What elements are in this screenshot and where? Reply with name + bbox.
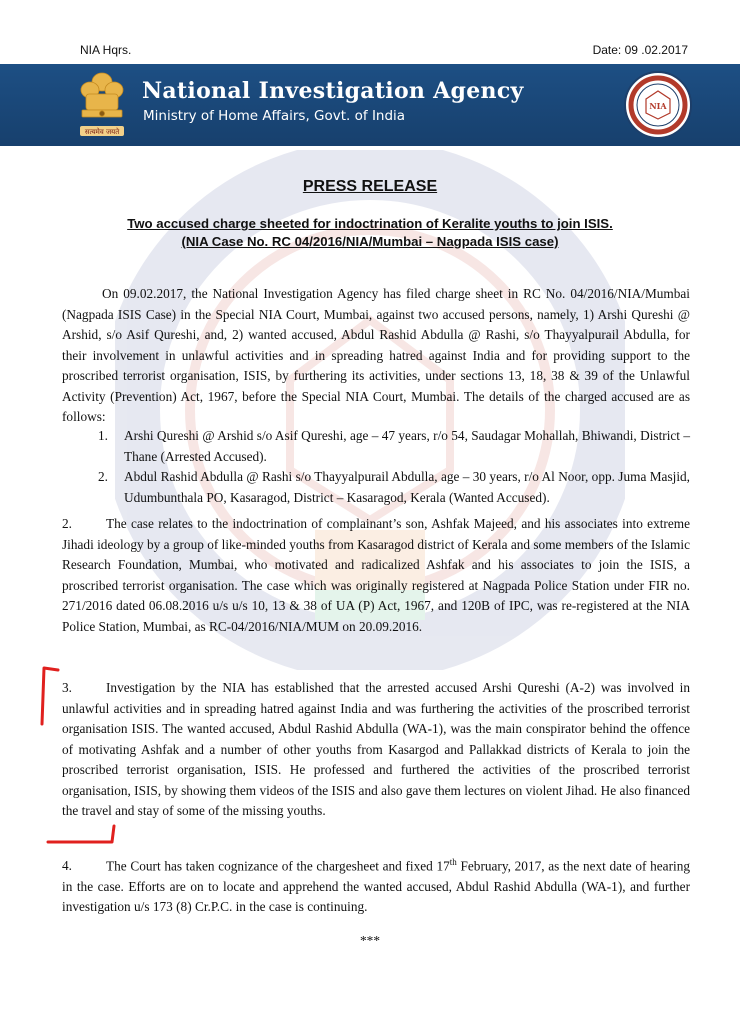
page-title: PRESS RELEASE [302, 178, 438, 195]
paragraph-text: The case relates to the indoctrination of complainant’s son, Ashfak Majeed, and his associates into extreme Jihadi ideology by a group of like-minded youths from Kasaragod district of Kerala and some members of the Islamic Research Foundation, Mumbai, who motivated and radicalized Ashfak and his associates to join the ISIS, a proscribed terrorist organisation. The case which was originally registered at Nagpada Police Station under FIR no. 271/2016 dated 06.08.2016 u/s u/s 10, 13 & 38 of UA (P) Act, 1967, and 120B of IPC, was re-registered at the NIA Police Station, Mumbai, as RC-04/2016/NIA/MUM on 20.09.2016. [62, 516, 690, 634]
header-office: NIA Hqrs. [80, 43, 132, 57]
national-emblem-icon [72, 68, 132, 142]
list-item [98, 426, 690, 467]
paragraph-3 [62, 678, 690, 822]
end-mark: *** [360, 933, 380, 948]
ordinal-suffix: th [449, 857, 457, 867]
agency-name: National Investigation Agency [142, 78, 524, 104]
paragraph-1: On 09.02.2017, the National Investigation Agency has filed charge sheet in RC No. 04/2016/NIA/Mumbai (Nagpada ISIS Case) in the Special NIA Court, Mumbai, against two accused persons, namely, 1) Arshi Qureshi @ Arshid, s/o Asif Qureshi, and, 2) wanted accused, Abdul Rashid Abdulla @ Rashi, s/o Thayyalpurail Abdulla, for their involvement in unlawful activities and in spreading hatred against India and for providing support to the proscribed terrorist organisation, ISIS, by furthering its activities, under sections 13, 18, 38 & 39 of the Unlawful Activity (Prevention) Act, 1967, before the Special NIA Court, Mumbai. The details of the charged accused are as follows: [62, 286, 690, 424]
release-subtitle [40, 215, 700, 251]
list-item [98, 467, 690, 508]
header-date: Date: 09 .02.2017 [592, 43, 688, 57]
list-item-number: 1. [98, 428, 108, 443]
svg-text:सत्यमेव जयते: सत्यमेव जयते [84, 128, 120, 136]
ministry-name: Ministry of Home Affairs, Govt. of India [143, 108, 406, 124]
paragraph-4 [62, 852, 690, 918]
agency-banner [0, 64, 740, 146]
paragraph-number: 4. [62, 858, 72, 874]
subtitle-line-1: Two accused charge sheeted for indoctrination of Keralite youths to join ISIS. [127, 216, 613, 231]
list-item-text: Abdul Rashid Abdulla @ Rashi s/o Thayyalpurail Abdulla, age – 30 years, r/o Al Noor, opp. Juma Masjid, Udumbunthala PO, Kasaragod, District – Kasaragod, Kerala (Wanted Accused). [124, 469, 690, 505]
paragraph-text-post: February, 2017, as the next date of hearing in the case. Efforts are on to locate and apprehend the wanted accused, Abdul Rashid Abdulla (WA-1), and further investigation u/s 173 (8) Cr.P.C. in the case is continuing. [62, 858, 690, 915]
paragraph-text-pre: The Court has taken cognizance of the chargesheet and fixed 17 [106, 858, 450, 874]
paragraph-text: Investigation by the NIA has established that the arrested accused Arshi Qureshi (A-2) was involved in unlawful activities and in spreading hatred against India and was furthering the activities of the proscribed terrorist organisation ISIS. The wanted accused, Abdul Rashid Abdulla (WA-1), was the main conspirator behind the offence of motivating Ashfak and a number of other youths from Kasargod and Pallakkad districts of Kerala to join the proscribed terrorist organisation, ISIS. He professed and furthered the activities of the proscribed terrorist organisation, ISIS, by showing them videos of the ISIS and also gave them lectures on violent Jihad. He also financed the travel and stay of some of the missing youths. [62, 680, 690, 818]
list-item-text: Arshi Qureshi @ Arshid s/o Asif Qureshi, age – 47 years, r/o 54, Saudagar Mohallah, Bhiwandi, District – Thane (Arrested Accused). [124, 428, 690, 464]
paragraph-number: 3. [62, 680, 72, 695]
paragraph-number: 2. [62, 516, 72, 531]
paragraph-2 [62, 514, 690, 637]
nia-seal-icon [620, 69, 696, 141]
subtitle-line-2: (NIA Case No. RC 04/2016/NIA/Mumbai – Nagpada ISIS case) [181, 234, 559, 249]
svg-text:NIA: NIA [649, 101, 667, 111]
document-header [0, 40, 740, 60]
list-item-number: 2. [98, 469, 108, 484]
accused-list [98, 426, 690, 508]
